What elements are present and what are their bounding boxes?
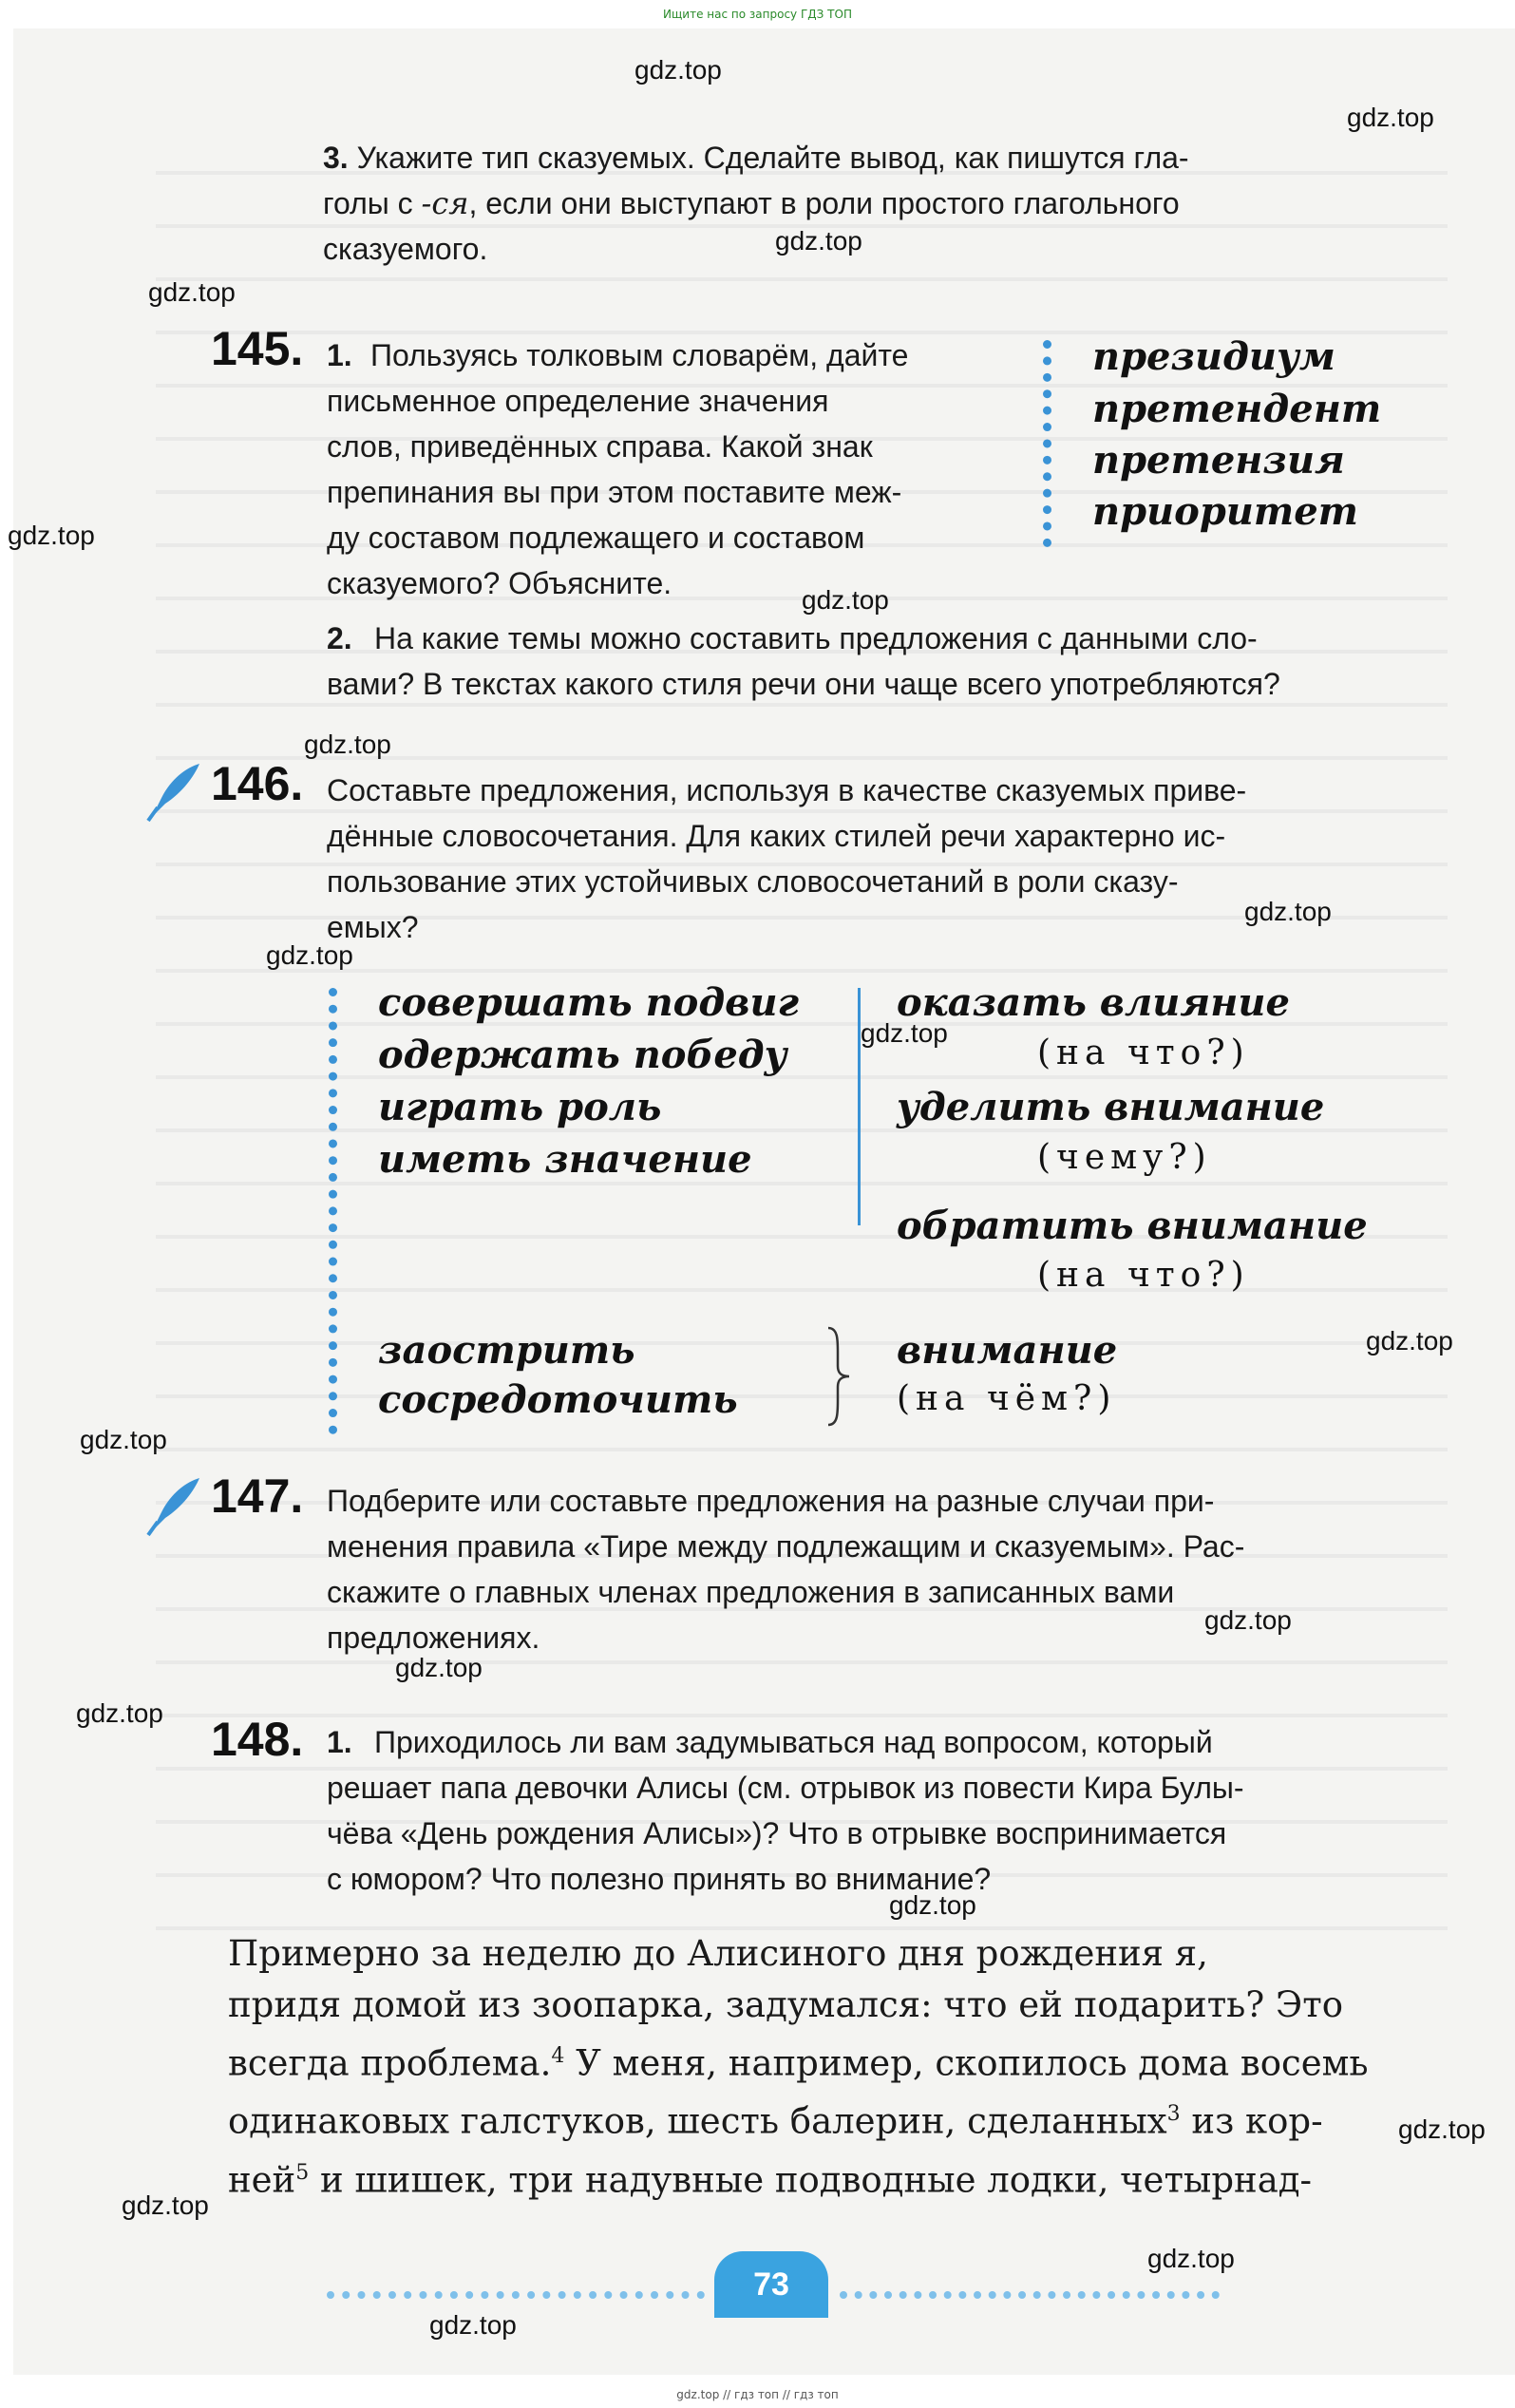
story-line [228,1928,1402,1980]
text-line: емых? [327,910,419,944]
exercise-146-text [327,768,1400,950]
text-line: сказуемого. [323,232,488,266]
story-text: и шишек, три надувные подводные лодки, четырнад- [309,2158,1313,2200]
text-line: Составьте предложения, используя в качестве сказуемых приве- [327,773,1247,807]
watermark: gdz.top [80,1425,167,1454]
phrase: уделить внимание [897,1085,1325,1129]
watermark: gdz.top [395,1653,483,1682]
page-number: 73 [714,2251,828,2318]
watermark: gdz.top [148,277,236,307]
phrase-question: (на что?) [1037,1256,1250,1295]
story-line [228,2089,1402,2147]
task-3 [323,135,1401,272]
vocab-word: президиум [1092,334,1335,379]
watermark: gdz.top [266,940,353,970]
watermark: gdz.top [1204,1605,1292,1635]
story-text: Примерно за неделю до Алисиного дня рождения я, [228,1933,1208,1974]
exercise-number-148: 148. [211,1713,304,1766]
watermark: gdz.top [76,1698,163,1728]
story-line [228,2031,1402,2089]
watermark: gdz.top [861,1018,948,1048]
text-line: сказуемого? Объясните. [327,566,672,600]
vocab-word: претендент [1092,387,1382,431]
text-line: пользование этих устойчивых словосочетаний в роли сказу- [327,864,1179,899]
phrase: заострить [378,1328,635,1373]
text-line: препинания вы при этом поставите меж- [327,475,902,509]
text-line: Укажите тип сказуемых. Сделайте вывод, как пишутся гла- [356,141,1189,175]
phrase: одержать победу [378,1033,787,1077]
phrase: иметь значение [378,1137,752,1182]
phrase-question: (на что?) [1037,1033,1250,1072]
part-number: 1. [327,338,352,372]
phrase: оказать влияние [897,980,1290,1025]
story-text: ней [228,2158,296,2200]
text-line: Пользуясь толковым словарём, дайте [370,338,909,372]
footnote-mark: 3 [1166,2102,1181,2127]
footer-dots-right [840,2291,1220,2299]
story-line [228,1980,1402,2031]
phrase: играть роль [378,1085,662,1129]
vocab-word: претензия [1092,438,1345,483]
text-line: дённые словосочетания. Для каких стилей речи характерно ис- [327,819,1226,853]
footnote-mark: 4 [551,2044,565,2068]
vocab-word: приоритет [1092,489,1358,534]
exercise-number-147: 147. [211,1469,304,1523]
watermark: gdz.top [1366,1326,1453,1356]
watermark: gdz.top [1347,103,1434,132]
text-line: менения правила «Тире между подлежащим и сказуемым». Рас- [327,1529,1245,1564]
story-text: из кор- [1180,2100,1323,2142]
part-number: 2. [327,621,352,655]
bottom-banner: gdz.top // гдз топ // гдз топ [676,2388,839,2401]
pen-icon [144,760,203,823]
story-text: всегда проблема. [228,2042,552,2084]
text-line: Приходилось ли вам задумываться над вопросом, который [374,1725,1213,1759]
exercise-145-part1 [370,332,1005,378]
exercise-148-text-cont [327,1765,1400,1902]
phrase: внимание [897,1328,1118,1373]
phrase-question: (на чём?) [897,1379,1117,1418]
story-text: одинаковых галстуков, шесть балерин, сделанных [228,2100,1167,2142]
part-number: 1. [327,1725,352,1759]
exercise-147-text [327,1478,1400,1660]
watermark: gdz.top [1147,2244,1235,2273]
exercise-145-part2-cont [327,661,1400,707]
dotted-divider [329,988,337,1434]
watermark: gdz.top [429,2310,517,2340]
footnote-mark: 5 [295,2160,310,2185]
top-banner: Ищите нас по запросу ГДЗ ТОП [663,8,852,21]
exercise-number-146: 146. [211,757,304,810]
phrase-question: (чему?) [1037,1138,1212,1177]
watermark: gdz.top [1398,2114,1486,2144]
watermark: gdz.top [775,226,862,256]
footer-dots-left [327,2291,705,2299]
suffix: -ся [421,185,469,221]
watermark: gdz.top [1244,897,1332,926]
text-line: На какие темы можно составить предложения с данными сло- [374,621,1258,655]
watermark: gdz.top [889,1890,976,1920]
text-line: чёва «День рождения Алисы»)? Что в отрывке воспринимается [327,1816,1227,1850]
text-line: решает папа девочки Алисы (см. отрывок из повести Кира Булы- [327,1771,1244,1805]
watermark: gdz.top [634,55,722,85]
text-line: письменное определение значения [327,384,829,418]
exercise-148-text [374,1719,1400,1765]
phrase: сосредоточить [378,1377,738,1422]
task-number: 3. [323,141,349,175]
watermark: gdz.top [122,2190,209,2220]
story-text: У меня, например, скопилось дома восемь [564,2042,1369,2084]
text-line: голы с [323,186,422,220]
exercise-145-part2 [374,616,1400,661]
pen-icon [144,1474,203,1537]
watermark: gdz.top [8,521,95,550]
text-line: с юмором? Что полезно принять во внимание? [327,1862,992,1896]
phrase: совершать подвиг [378,980,800,1025]
text-line: слов, приведённых справа. Какой знак [327,429,873,464]
watermark: gdz.top [802,585,889,615]
text-line: , если они выступают в роли простого глагольного [468,186,1180,220]
text-line: скажите о главных членах предложения в записанных вами [327,1575,1175,1609]
watermark: gdz.top [304,730,391,759]
column-divider [858,988,861,1225]
text-line: Подберите или составьте предложения на разные случаи при- [327,1484,1215,1518]
text-line: вами? В текстах какого стиля речи они чаще всего употребляются? [327,667,1280,701]
exercise-145-part1-cont [327,378,1005,606]
text-line: предложениях. [327,1621,540,1655]
story-excerpt [228,1928,1402,2206]
story-text: придя домой из зоопарка, задумался: что ей подарить? Это [228,1984,1343,2025]
text-line: ду составом подлежащего и составом [327,521,865,555]
curly-brace-icon [824,1324,853,1429]
dotted-divider [1043,340,1051,547]
phrase: обратить внимание [897,1204,1368,1248]
exercise-number-145: 145. [211,322,304,375]
story-line [228,2148,1402,2206]
